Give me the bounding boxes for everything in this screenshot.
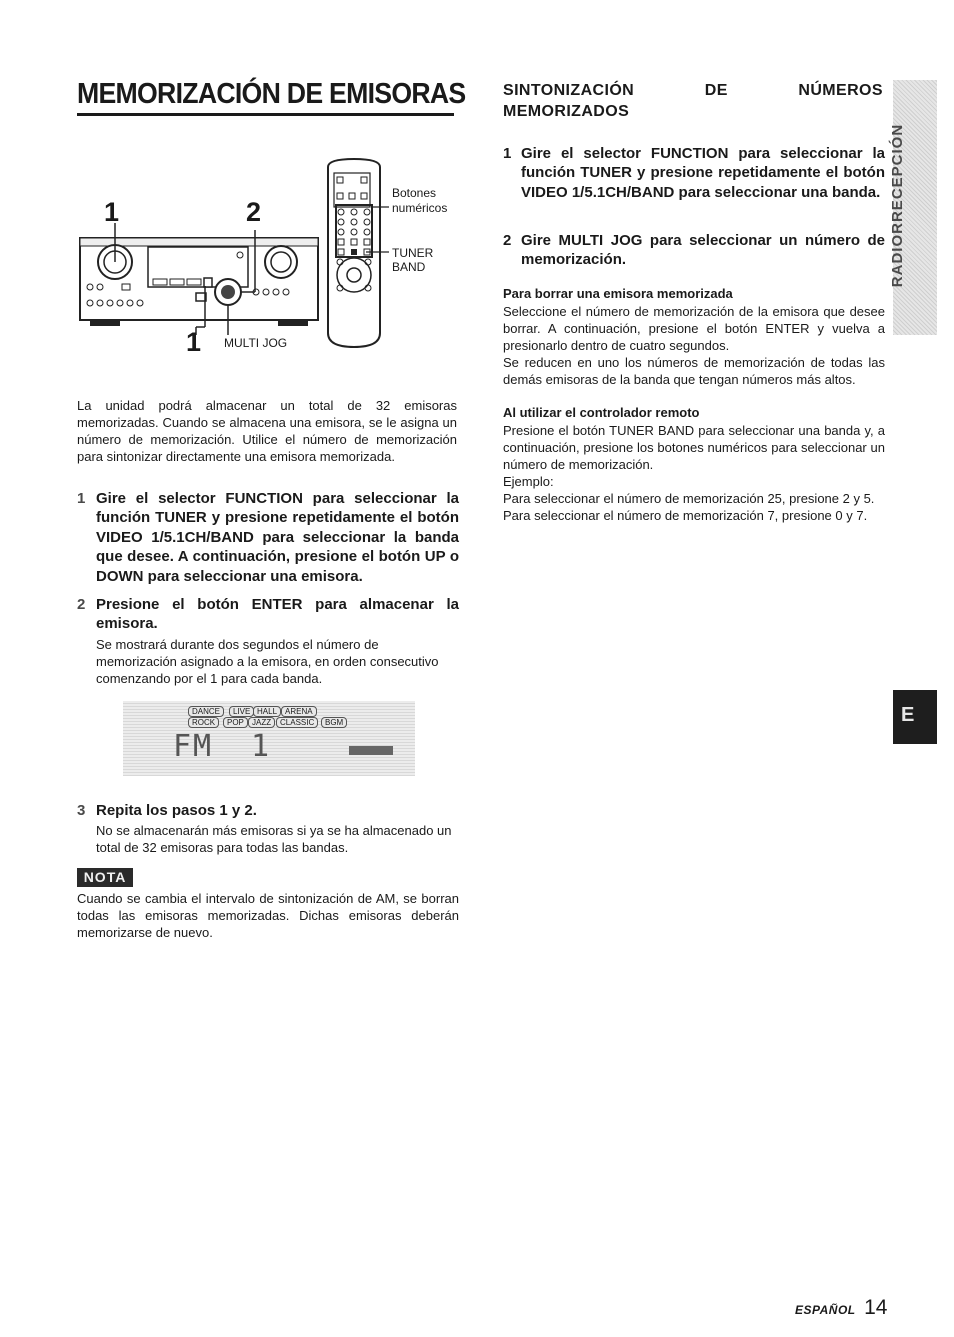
display-chip: BGM — [321, 717, 347, 728]
delete-paragraph-1: Seleccione el número de memorización de la emisora que desee borrar. A continuación, presione el botón ENTER y vuelva a presionarlo dentro de cuatro segundos. — [503, 304, 885, 353]
label-multi-jog: MULTI JOG — [224, 336, 288, 350]
step-3 — [77, 801, 459, 856]
step-body: No se almacenarán más emisoras si ya se ha almacenado un total de 32 emisoras para todas las bandas. — [96, 823, 452, 856]
display-preset-number: 1 — [251, 729, 272, 764]
display-chip: ROCK — [188, 717, 219, 728]
label-tuner: TUNER — [392, 246, 434, 260]
step-1 — [77, 489, 459, 586]
page-number: 14 — [864, 1296, 888, 1319]
step-number: 3 — [77, 802, 86, 819]
title-rule — [77, 113, 454, 116]
footer-language: ESPAÑOL — [795, 1303, 856, 1317]
step-heading: Gire MULTI JOG para seleccionar un número de memorización. — [521, 232, 885, 269]
delete-paragraph-2: Se reducen en uno los números de memorización de todas las demás emisoras de la banda que tengan números más altos. — [503, 355, 885, 387]
step-number: 2 — [503, 232, 512, 249]
display-chip: JAZZ — [248, 717, 275, 728]
display-chip: POP — [223, 717, 248, 728]
callout-number-2: 2 — [246, 197, 262, 227]
label-numericos: numéricos — [392, 201, 448, 215]
delete-text — [503, 303, 885, 388]
display-chip: HALL — [253, 706, 281, 717]
fm-display-illustration — [123, 701, 415, 776]
intro-paragraph: La unidad podrá almacenar un total de 32 emisoras memorizadas. Cuando se almacena una emisora, se le asigna un número de memorización. Utilice el número de memorización para sintonizar directamente una emisora memorizada. — [77, 398, 457, 464]
receiver-remote-illustration — [78, 155, 463, 360]
step-heading: Presione el botón ENTER para almacenar la emisora. — [96, 596, 459, 633]
nota-badge: NOTA — [77, 868, 133, 887]
side-tab-label: RADIORRECEPCIÓN — [889, 123, 906, 288]
step-number: 1 — [503, 145, 512, 162]
display-chip: CLASSIC — [276, 717, 318, 728]
page-footer — [795, 1296, 887, 1320]
display-indicator-bar — [349, 746, 393, 755]
label-band: BAND — [392, 260, 426, 274]
step-heading: Gire el selector FUNCTION para seleccionar la función TUNER y presione repetidamente el botón VIDEO 1/5.1CH/BAND para seleccionar la banda que desee. A continuación, presione el botón UP o DOWN para seleccionar una emisora. — [96, 490, 459, 585]
right-step-2 — [503, 231, 885, 270]
section-title-line2: MEMORIZADOS — [503, 103, 630, 120]
language-tab — [893, 690, 937, 744]
section-title — [503, 80, 883, 122]
display-chip: DANCE — [188, 706, 224, 717]
remote-paragraph-3: Para seleccionar el número de memorización 25, presione 2 y 5. — [503, 491, 875, 506]
remote-paragraph-2: Ejemplo: — [503, 474, 554, 489]
step-body: Se mostrará durante dos segundos el número de memorización asignado a la emisora, en orden consecutivo comenzando por el 1 para cada banda. — [96, 636, 439, 686]
delete-heading: Para borrar una emisora memorizada — [503, 286, 733, 301]
step-number: 2 — [77, 596, 86, 613]
remote-paragraph-4: Para seleccionar el número de memorización 7, presione 0 y 7. — [503, 508, 868, 523]
section-title-word: NÚMEROS — [798, 82, 883, 99]
display-chip: ARENA — [281, 706, 317, 717]
step-2 — [77, 595, 459, 687]
right-step-1 — [503, 144, 885, 202]
nota-text: Cuando se cambia el intervalo de sintonización de AM, se borran todas las emisoras memorizadas. Dichas emisoras deberán memorizarse de nuevo. — [77, 891, 459, 940]
display-chip: LIVE — [229, 706, 254, 717]
step-number: 1 — [77, 490, 86, 507]
display-band-text: FM — [173, 729, 214, 764]
step-heading: Repita los pasos 1 y 2. — [96, 802, 257, 819]
page-title: MEMORIZACIÓN DE EMISORAS — [77, 78, 466, 110]
language-tab-letter: E — [901, 704, 915, 726]
callout-number-1: 1 — [104, 197, 120, 227]
remote-heading: Al utilizar el controlador remoto — [503, 405, 700, 420]
remote-text — [503, 422, 885, 524]
label-botones: Botones — [392, 186, 437, 200]
callout-number-1-jog: 1 — [186, 327, 202, 357]
remote-paragraph-1: Presione el botón TUNER BAND para seleccionar una banda y, a continuación, presione los botones numéricos para seleccionar un número de memorización. — [503, 423, 885, 472]
section-title-word: SINTONIZACIÓN — [503, 82, 635, 99]
section-title-word: DE — [704, 82, 728, 99]
section-side-tab — [889, 80, 937, 335]
step-heading: Gire el selector FUNCTION para seleccionar la función TUNER y presione repetidamente el botón VIDEO 1/5.1CH/BAND para seleccionar una banda. — [521, 145, 885, 201]
